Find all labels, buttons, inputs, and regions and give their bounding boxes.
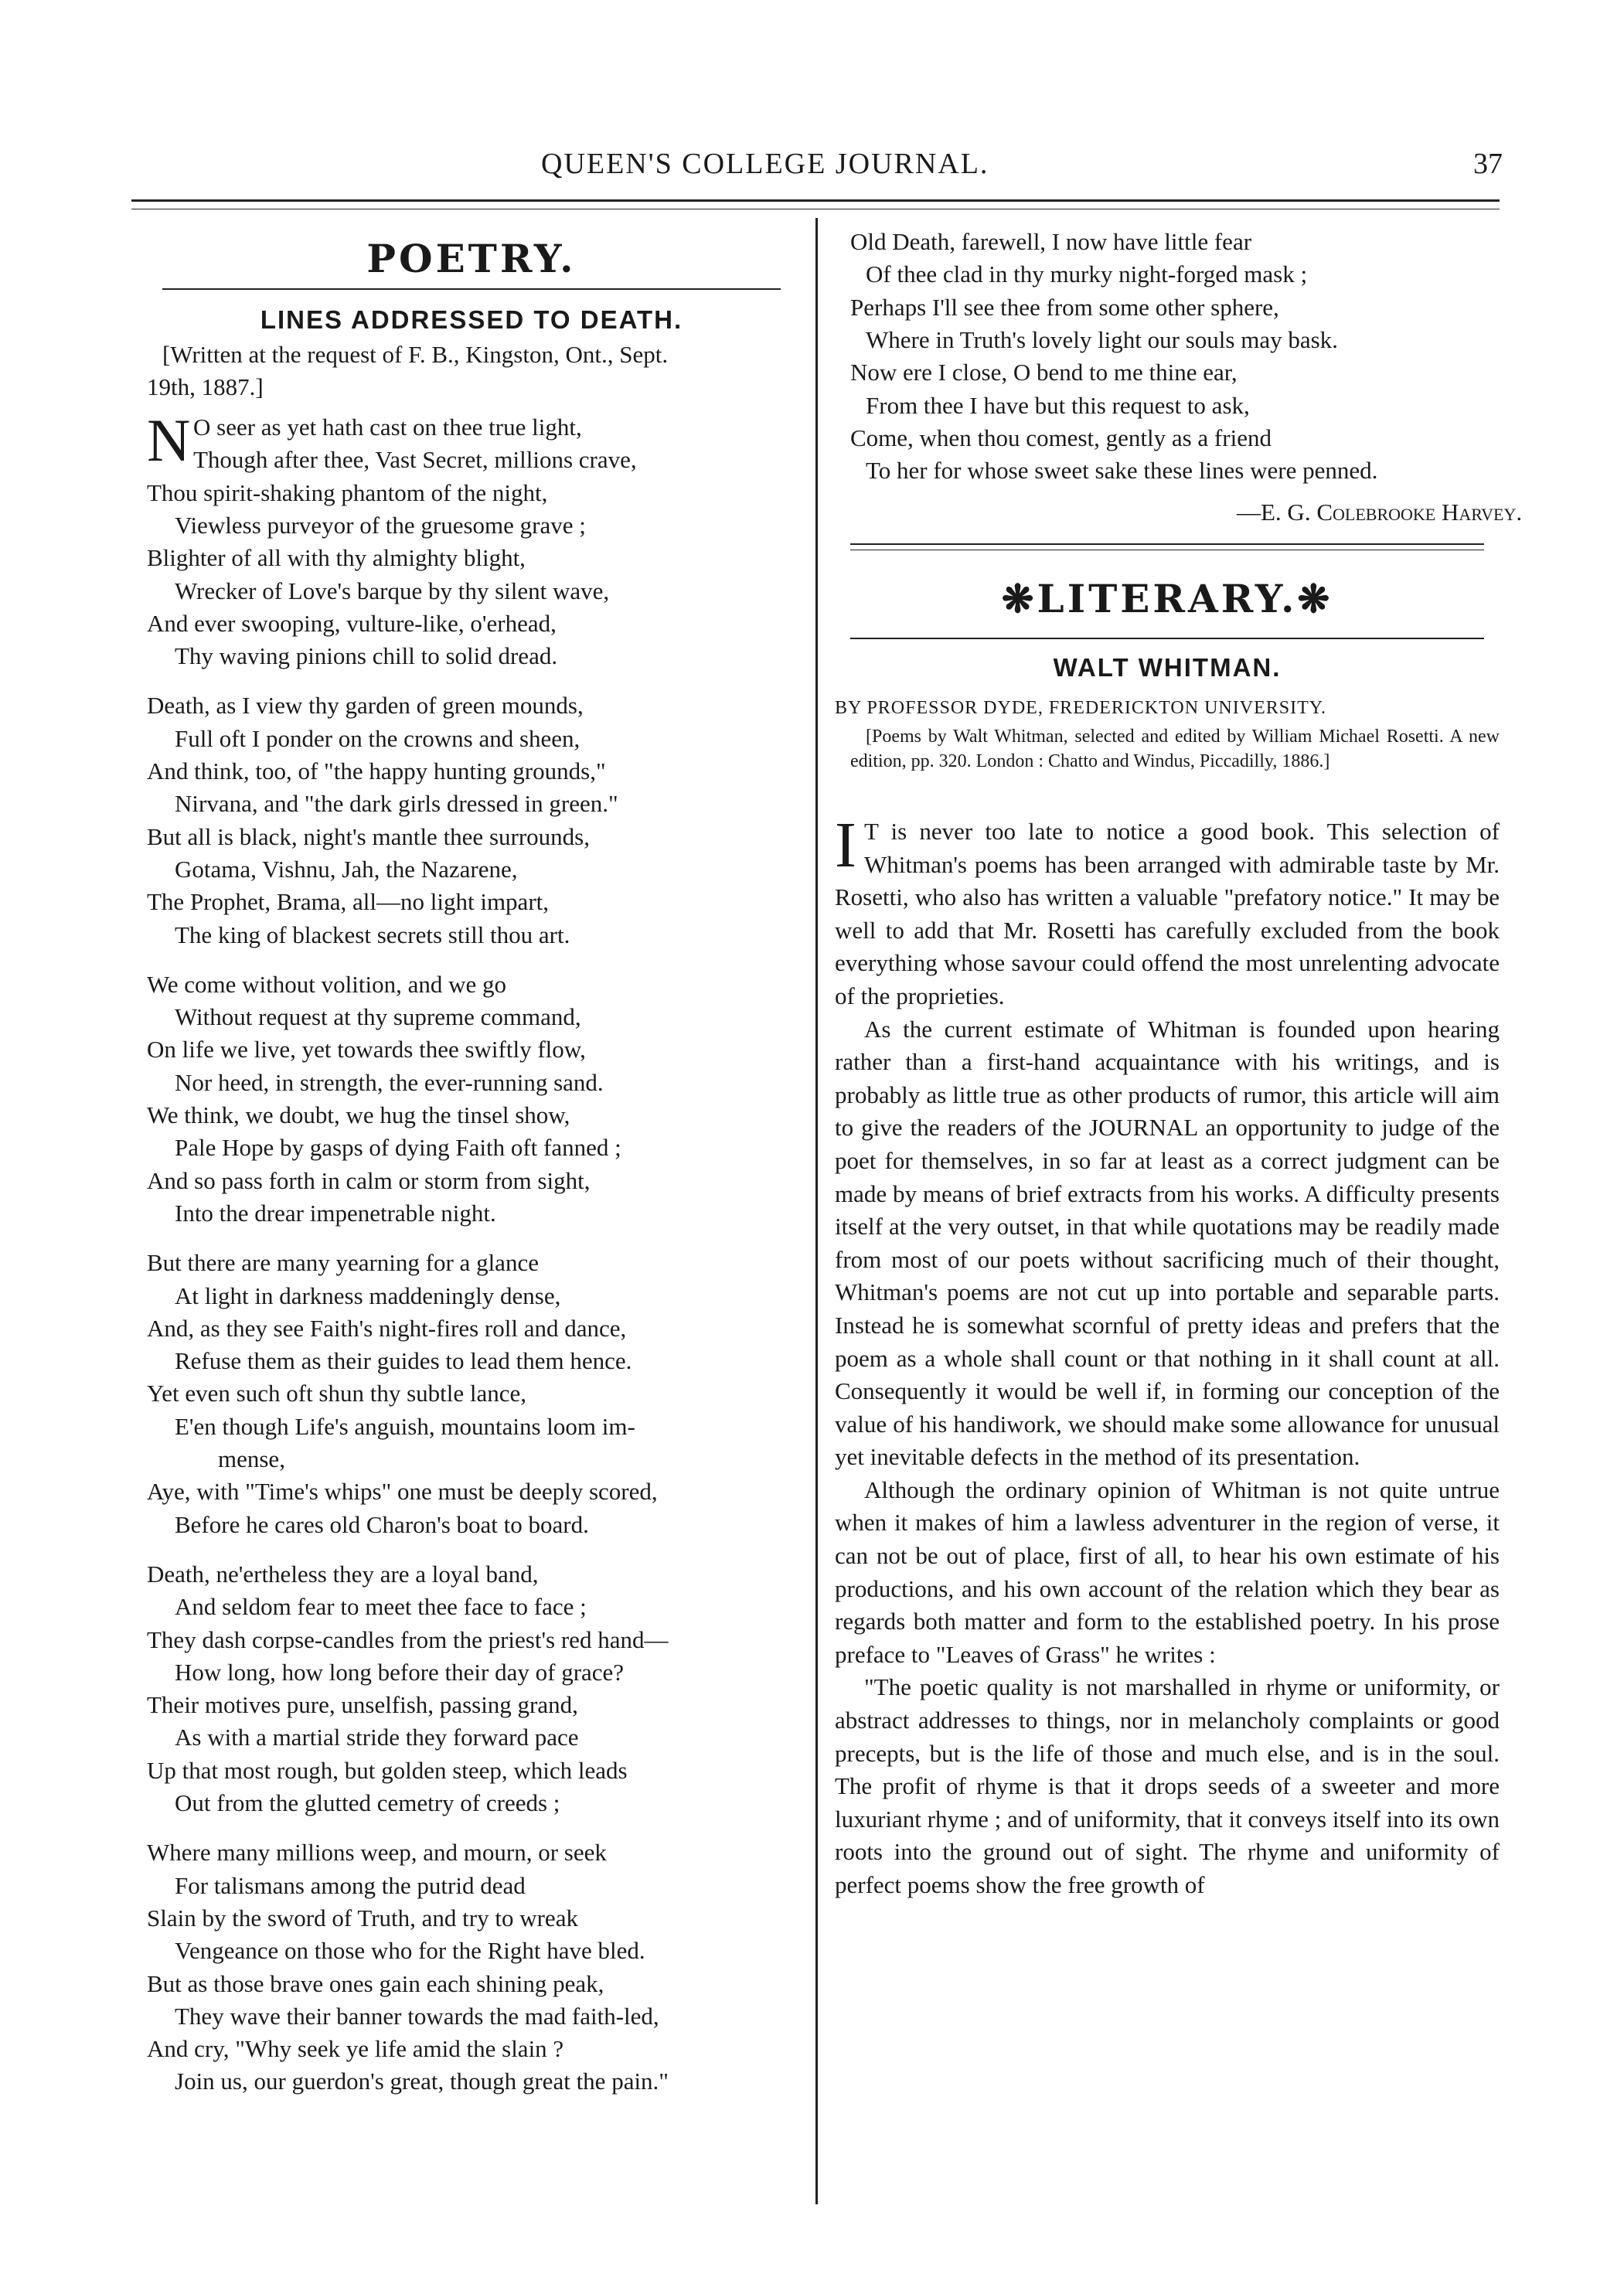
poem-line: Without request at thy supreme command, (175, 1003, 581, 1031)
poem-line: At light in darkness maddeningly dense, (175, 1281, 561, 1309)
poem-line: mense, (218, 1445, 285, 1472)
poem-line: E'en though Life's anguish, mountains loom im- (175, 1412, 635, 1440)
article-dropcap: I (835, 809, 856, 881)
poem-line: Viewless purveyor of the gruesome grave ; (175, 511, 586, 539)
poem-line: We think, we doubt, we hug the tinsel show, (147, 1101, 570, 1128)
poem-line: Thou spirit-shaking phantom of the night, (147, 478, 548, 506)
poem-line: Slain by the sword of Truth, and try to wreak (147, 1904, 578, 1932)
journal-title: QUEEN'S COLLEGE JOURNAL. (541, 148, 989, 180)
poem-line: And, as they see Faith's night-fires roll and dance, (147, 1314, 627, 1342)
poem-line: Pale Hope by gasps of dying Faith oft fanned ; (175, 1134, 621, 1162)
poem-line: Thy waving pinions chill to solid dread. (175, 642, 558, 670)
header-rule (131, 199, 1500, 202)
poem-line: And so pass forth in calm or storm from sight, (147, 1166, 591, 1194)
poem-line: The Prophet, Brama, all—no light impart, (147, 888, 550, 916)
poem-line: Come, when thou comest, gently as a friend (850, 424, 1272, 451)
poem-line: They dash corpse-candles from the priest's red hand— (147, 1625, 669, 1653)
poem-line: The king of blackest secrets still thou art. (175, 921, 570, 948)
poem-line: But there are many yearning for a glance (147, 1249, 539, 1277)
poem-line: Where in Truth's lovely light our souls may bask. (866, 325, 1338, 353)
right-column (835, 220, 1523, 2199)
left-column (147, 220, 796, 2199)
poem-line: Now ere I close, O bend to me thine ear, (850, 359, 1238, 386)
poem-signature: —E. G. Colebrooke Harvey. (1237, 499, 1523, 526)
poem-line: From thee I have but this request to ask, (866, 391, 1250, 419)
poem-line: Before he cares old Charon's boat to board. (175, 1510, 589, 1538)
poem-line: On life we live, yet towards thee swiftly flow, (147, 1036, 586, 1064)
poem-line: And cry, "Why seek ye life amid the slain ? (147, 2035, 564, 2063)
poem-line: Old Death, farewell, I now have little fear (850, 228, 1252, 255)
poem-line: Death, ne'ertheless they are a loyal band, (147, 1560, 539, 1588)
poem-line: Aye, with "Time's whips" one must be deeply scored, (147, 1478, 658, 1506)
poem-line: Nor heed, in strength, the ever-running sand. (175, 1068, 604, 1096)
poem-line: Where many millions weep, and mourn, or seek (147, 1839, 607, 1867)
poem-line: Into the drear impenetrable night. (175, 1199, 496, 1227)
poem-line: O seer as yet hath cast on thee true light, (193, 414, 582, 441)
poem-line: To her for whose sweet sake these lines were penned. (866, 457, 1378, 485)
poem-line: Full oft I ponder on the crowns and sheen, (175, 724, 580, 752)
poem-line: Out from the glutted cemetry of creeds ; (175, 1789, 560, 1816)
paragraph-2: As the current estimate of Whitman is founded upon hearing rather than a first-hand acquaintance with his writings, and is probably as little true as other products of rumor, this article will aim to give the readers of the JOURNAL an opportunity to judge of the poet for themselves, in so far at least as a correct judgment can be made by means of brief extracts from his works. A difficulty presents itself at the very outset, in that while quotations may be readily made from most of our poets without sacrificing much of their thought, Whitman's poems are not cut up into portable and separable parts. Instead he is somewhat scornful of pretty ideas and prefers that the poem as a whole shall count or that nothing in it shall count at all. Consequently it would be well if, in forming our conception of the value of his handiwork, we should make some allowance for unusual yet inevitable defects in the method of its presentation. (835, 1015, 1500, 1471)
poem-line: Of thee clad in thy murky night-forged mask ; (866, 260, 1308, 288)
poem-title: LINES ADDRESSED TO DEATH. (260, 305, 683, 334)
poem-line: Their motives pure, unselfish, passing grand, (147, 1691, 578, 1719)
section-rule-top (850, 543, 1484, 545)
column-divider (815, 218, 818, 2204)
poem-subtitle: [Written at the request of F. B., Kingston, Ont., Sept. (162, 341, 669, 368)
poem-line: How long, how long before their day of grace? (175, 1658, 625, 1686)
poem-line: Wrecker of Love's barque by thy silent wave, (175, 577, 610, 604)
paragraph-3: Although the ordinary opinion of Whitman is not quite untrue when it makes of him a lawless adventurer in the region of verse, it can not be out of place, first of all, to hear his own estimate of his productions, and his own account of the relation which they bear as regards both matter and form to the established poetry. In his prose preface to "Leaves of Grass" he writes : (835, 1475, 1500, 1668)
poem-line: They wave their banner towards the mad faith-led, (175, 2002, 659, 2030)
paragraph-4: "The poetic quality is not marshalled in rhyme or uniformity, or abstract addresses to things, nor in melancholy complaints or good precepts, but is the life of those and much else, and is in the soul. The profit of rhyme is that it drops seeds of a sweeter and more luxuriant rhyme ; and of uniformity, that it conveys itself into its own roots into the ground out of sight. The rhyme and uniformity of perfect poems show the free growth of (835, 1673, 1500, 1898)
poem-line: Vengeance on those who for the Right have bled. (175, 1937, 645, 1965)
article-note-text: [Poems by Walt Whitman, selected and edited by William Michael Rosetti. A new edition, pp. 320. London : Chatto and Windus, Piccadilly, 1886.] (850, 727, 1500, 771)
article-note (850, 724, 1500, 774)
poem-line: And ever swooping, vulture-like, o'erhead, (147, 609, 557, 637)
poem-line: But as those brave ones gain each shining peak, (147, 1969, 604, 1997)
article-title: WALT WHITMAN. (1053, 653, 1282, 682)
poem-subtitle-date: 19th, 1887.] (147, 373, 264, 400)
page-number: 37 (1473, 148, 1503, 180)
poem-line: And seldom fear to meet thee face to face ; (175, 1593, 587, 1621)
poem-line: As with a martial stride they forward pace (175, 1724, 579, 1751)
section-heading-literary: ❋LITERARY.❋ (1001, 576, 1333, 621)
poem-line: Blighter of all with thy almighty blight, (147, 544, 526, 572)
article-byline: BY PROFESSOR DYDE, FREDERICKTON UNIVERSITY. (835, 698, 1326, 718)
section-rule (850, 638, 1484, 639)
poem-line: Yet even such oft shun thy subtle lance, (147, 1380, 527, 1407)
section-heading-poetry: POETRY. (366, 236, 577, 281)
poem-line: We come without volition, and we go (147, 970, 506, 998)
poem-line: But all is black, night's mantle thee surrounds, (147, 822, 590, 850)
poem-line: Perhaps I'll see thee from some other sphere, (850, 293, 1279, 321)
article-body (835, 809, 1500, 1902)
poem-line: And think, too, of "the happy hunting grounds," (147, 757, 606, 785)
section-rule (162, 288, 781, 290)
poem-line: Death, as I view thy garden of green mounds, (147, 692, 584, 720)
page-header (0, 147, 1624, 193)
poem-line: Though after thee, Vast Secret, millions crave, (193, 446, 637, 474)
poem-line: For talismans among the putrid dead (175, 1871, 526, 1899)
poem-dropcap: N (147, 407, 191, 474)
poem-line: Nirvana, and "the dark girls dressed in green." (175, 790, 618, 818)
poem-line: Up that most rough, but golden steep, which leads (147, 1756, 628, 1784)
poem-line: Join us, our guerdon's great, though great the pain." (175, 2068, 669, 2095)
paragraph-1: T is never too late to notice a good book. This selection of Whitman's poems has been arranged with admirable taste by Mr. Rosetti, who also has written a valuable "prefatory notice." It may be well to add that Mr. Rosetti has carefully excluded from the book everything whose savour could offend the most unrelenting advocate of the proprieties. (835, 818, 1500, 1009)
poem-line: Refuse them as their guides to lead them hence. (175, 1347, 632, 1375)
poem-line: Gotama, Vishnu, Jah, the Nazarene, (175, 855, 518, 883)
